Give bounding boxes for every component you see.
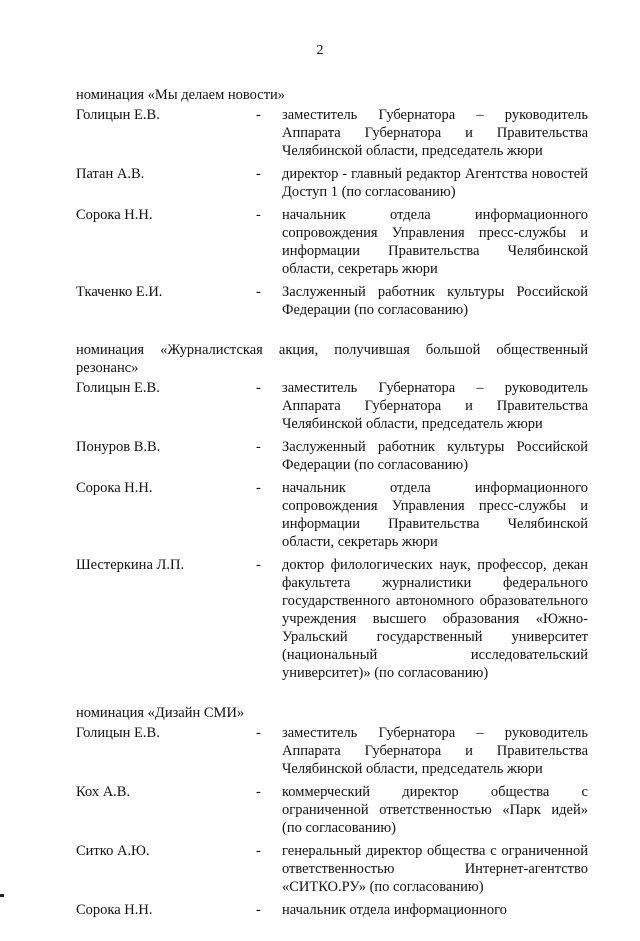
member-role: генеральный директор общества с ограниченной ответственностью Интернет-агентство «СИТКО.РУ» (по согласованию) <box>282 843 588 895</box>
separator-dash: - <box>256 725 261 741</box>
separator-dash: - <box>256 843 261 859</box>
separator-dash: - <box>256 166 261 182</box>
jury-member-row <box>76 379 588 433</box>
jury-member-row <box>76 206 588 278</box>
separator-dash: - <box>256 480 261 496</box>
member-role: начальник отдела информационного сопровождения Управления пресс-службы и информации Правительства Челябинской области, секретарь жюри <box>282 480 588 550</box>
separator-dash: - <box>256 380 261 396</box>
member-name: Патан А.В. <box>76 166 145 182</box>
member-name: Шестеркина Л.П. <box>76 557 185 573</box>
member-name: Сорока Н.Н. <box>76 902 153 918</box>
nomination-section <box>76 86 588 319</box>
member-name: Сорока Н.Н. <box>76 480 153 496</box>
jury-member-row <box>76 556 588 682</box>
member-role: заместитель Губернатора – руководитель Аппарата Губернатора и Правительства Челябинской области, председатель жюри <box>282 380 588 432</box>
jury-member-row <box>76 106 588 160</box>
member-role: Заслуженный работник культуры Российской Федерации (по согласованию) <box>282 284 588 318</box>
jury-list <box>76 86 588 941</box>
jury-member-row <box>76 479 588 551</box>
nomination-title: номинация «Журналистская акция, получившая большой общественный резонанс» <box>76 342 588 376</box>
separator-dash: - <box>256 207 261 223</box>
member-role: директор - главный редактор Агентства новостей Доступ 1 (по согласованию) <box>282 166 588 200</box>
member-role: заместитель Губернатора – руководитель Аппарата Губернатора и Правительства Челябинской области, председатель жюри <box>282 725 588 777</box>
separator-dash: - <box>256 902 261 918</box>
member-role: заместитель Губернатора – руководитель Аппарата Губернатора и Правительства Челябинской области, председатель жюри <box>282 107 588 159</box>
jury-member-row <box>76 901 588 919</box>
member-name: Кох А.В. <box>76 784 131 800</box>
member-name: Понуров В.В. <box>76 439 161 455</box>
member-role: начальник отдела информационного <box>282 902 507 918</box>
page-number: 2 <box>316 43 324 58</box>
member-name: Голицын Е.В. <box>76 380 160 396</box>
member-role: коммерческий директор общества с ограниченной ответственностью «Парк идей» (по согласованию) <box>282 784 588 836</box>
member-name: Ткаченко Е.И. <box>76 284 163 300</box>
separator-dash: - <box>256 557 261 573</box>
member-role: Заслуженный работник культуры Российской Федерации (по согласованию) <box>282 439 588 473</box>
scan-mark <box>0 894 4 897</box>
jury-member-row <box>76 842 588 896</box>
nomination-section <box>76 704 588 919</box>
member-name: Ситко А.Ю. <box>76 843 150 859</box>
jury-member-row <box>76 783 588 837</box>
member-role: начальник отдела информационного сопровождения Управления пресс-службы и информации Правительства Челябинской области, секретарь жюри <box>282 207 588 277</box>
nomination-title: номинация «Мы делаем новости» <box>76 87 286 103</box>
separator-dash: - <box>256 284 261 300</box>
separator-dash: - <box>256 439 261 455</box>
jury-member-row <box>76 165 588 201</box>
separator-dash: - <box>256 107 261 123</box>
jury-member-row <box>76 283 588 319</box>
member-name: Голицын Е.В. <box>76 725 160 741</box>
nomination-section <box>76 341 588 682</box>
separator-dash: - <box>256 784 261 800</box>
nomination-title: номинация «Дизайн СМИ» <box>76 705 245 721</box>
member-role: доктор филологических наук, профессор, декан факультета журналистики федерального государственного автономного образовательного учреждения высшего образования «Южно-Уральский государственный университет (национальный исследовательский университет)» (по согласованию) <box>282 557 588 681</box>
member-name: Сорока Н.Н. <box>76 207 153 223</box>
jury-member-row <box>76 438 588 474</box>
member-name: Голицын Е.В. <box>76 107 160 123</box>
jury-member-row <box>76 724 588 778</box>
